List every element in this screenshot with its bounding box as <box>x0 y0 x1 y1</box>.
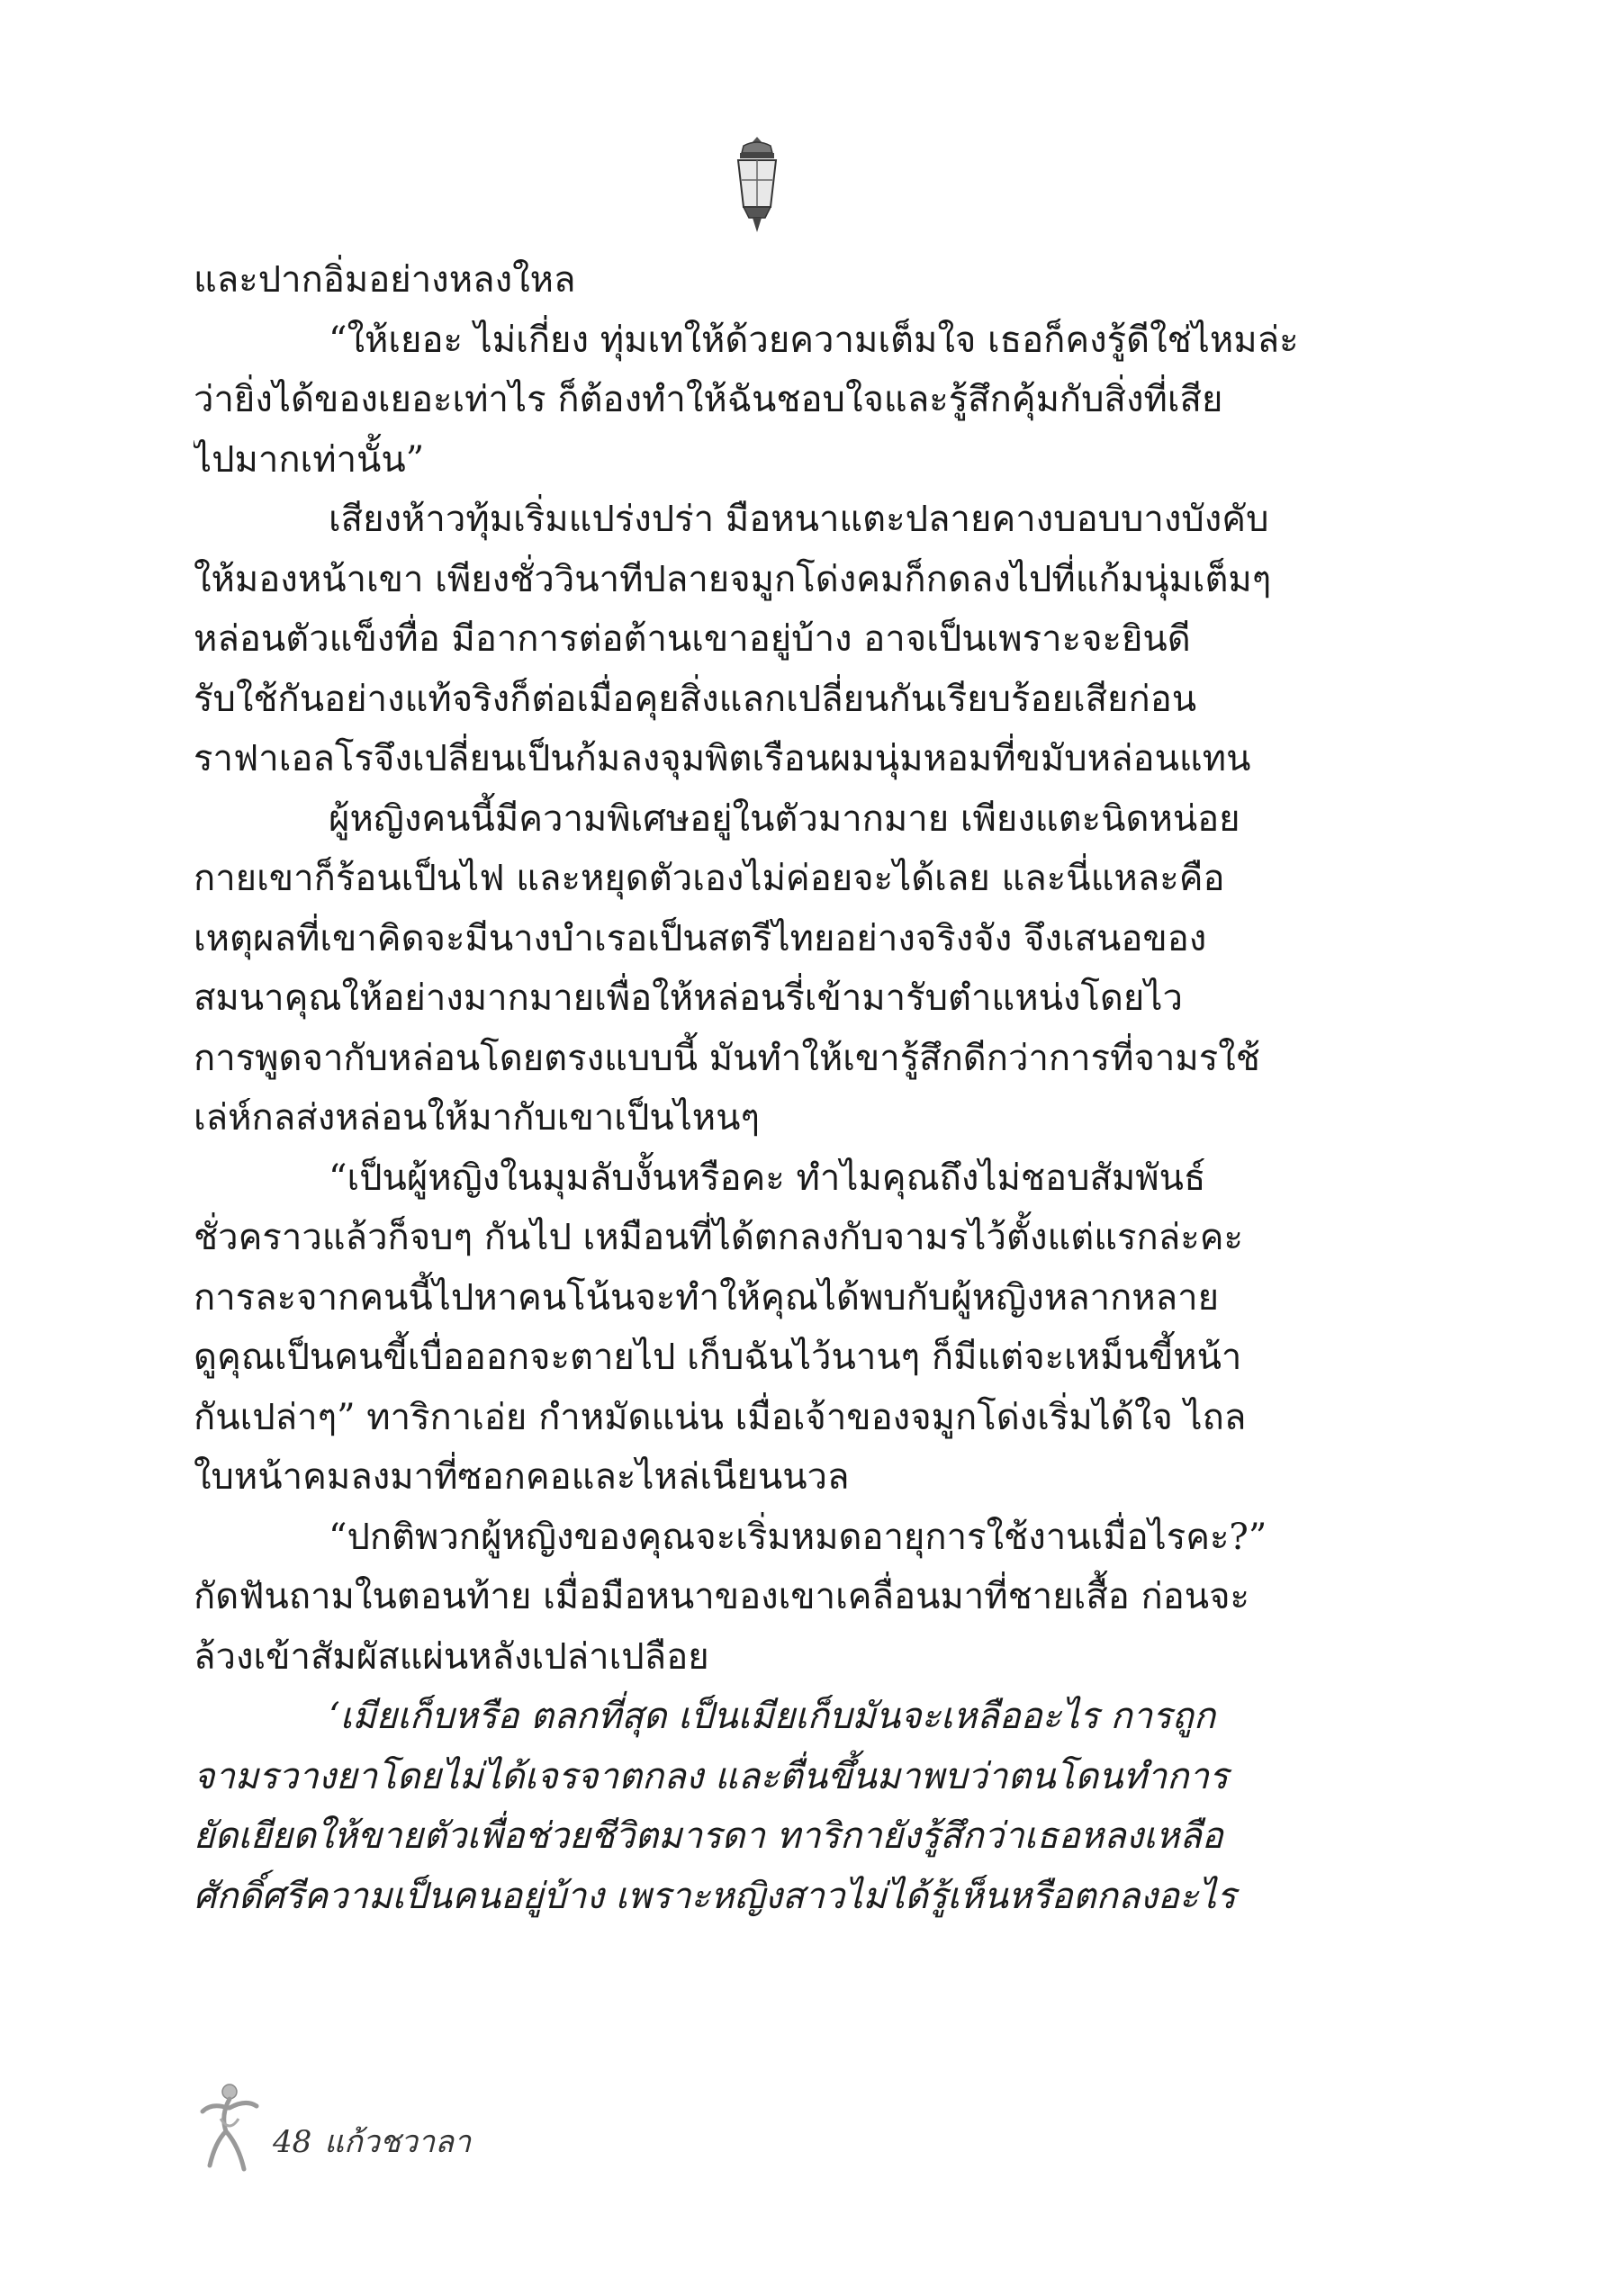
text-line: “ให้เยอะ ไม่เกี่ยง ทุ่มเทให้ด้วยความเต็มใจ เธอก็คงรู้ดีใช่ไหมล่ะ <box>329 319 1299 361</box>
book-title: แก้วชวาลา <box>324 2124 472 2160</box>
text-line: หล่อนตัวแข็งทื่อ มีอาการต่อต้านเขาอยู่บ้าง อาจเป็นเพราะจะยินดี <box>194 618 1191 660</box>
page-number: 48 <box>273 2124 312 2160</box>
text-line: รับใช้กันอย่างแท้จริงก็ต่อเมื่อคุยสิ่งแลกเปลี่ยนกันเรียบร้อยเสียก่อน <box>194 678 1197 720</box>
text-line: กายเขาก็ร้อนเป็นไฟ และหยุดตัวเองไม่ค่อยจะได้เลย และนี่แหละคือ <box>194 858 1225 899</box>
text-line: กัดฟันถามในตอนท้าย เมื่อมือหนาของเขาเคลื่อนมาที่ชายเสื้อ ก่อนจะ <box>194 1576 1249 1617</box>
text-line: ผู้หญิงคนนี้มีความพิเศษอยู่ในตัวมากมาย เพียงแตะนิดหน่อย <box>329 797 1240 840</box>
text-line: ‘เมียเก็บหรือ ตลกที่สุด เป็นเมียเก็บมันจะเหลืออะไร การถูก <box>329 1696 1216 1737</box>
dancer-figure-icon <box>194 2079 264 2176</box>
text-line: การละจากคนนี้ไปหาคนโน้นจะทำให้คุณได้พบกับผู้หญิงหลากหลาย <box>194 1276 1220 1319</box>
text-line: ใบหน้าคมลงมาที่ซอกคอและไหล่เนียนนวล <box>194 1456 850 1498</box>
text-line: “ปกติพวกผู้หญิงของคุณจะเริ่มหมดอายุการใช้งานเมื่อไรคะ?” <box>329 1516 1267 1558</box>
text-line: ศักดิ์ศรีความเป็นคนอยู่บ้าง เพราะหญิงสาวไม่ได้รู้เห็นหรือตกลงอะไร <box>194 1875 1237 1917</box>
text-line: การพูดจากับหล่อนโดยตรงแบบนี้ มันทำให้เขารู้สึกดีกว่าการที่จามรใช้ <box>194 1037 1260 1079</box>
text-line: ยัดเยียดให้ขายตัวเพื่อช่วยชีวิตมารดา ทาริกายังรู้สึกว่าเธอหลงเหลือ <box>194 1815 1223 1857</box>
text-line: ดูคุณเป็นคนขี้เบื่อออกจะตายไป เก็บฉันไว้นานๆ ก็มีแต่จะเหม็นขี้หน้า <box>194 1337 1242 1378</box>
text-line: ล้วงเข้าสัมผัสแผ่นหลังเปล่าเปลือย <box>194 1635 709 1678</box>
text-line: สมนาคุณให้อย่างมากมายเพื่อให้หล่อนรี่เข้ามารับตำแหน่งโดยไว <box>194 977 1183 1019</box>
text-line: เหตุผลที่เขาคิดจะมีนางบำเรอเป็นสตรีไทยอย่างจริงจัง จึงเสนอของ <box>194 917 1207 959</box>
lantern-ornament-icon <box>726 135 789 236</box>
text-line: จามรวางยาโดยไม่ได้เจรจาตกลง และตื่นขึ้นมาพบว่าตนโดนทำการ <box>194 1755 1229 1797</box>
text-line: ชั่วคราวแล้วก็จบๆ กันไป เหมือนที่ได้ตกลงกับจามรไว้ตั้งแต่แรกล่ะคะ <box>194 1217 1243 1258</box>
text-line: และปากอิ่มอย่างหลงใหล <box>194 259 576 301</box>
text-line: เสียงห้าวทุ้มเริ่มแปร่งปร่า มือหนาแตะปลายคางบอบบางบังคับ <box>329 499 1269 540</box>
text-line: ราฟาเอลโรจึงเปลี่ยนเป็นก้มลงจุมพิตเรือนผมนุ่มหอมที่ขมับหล่อนแทน <box>194 738 1251 779</box>
page-body <box>194 250 1328 1926</box>
text-line: ไปมากเท่านั้น” <box>194 438 425 481</box>
text-line: “เป็นผู้หญิงในมุมลับงั้นหรือคะ ทำไมคุณถึงไม่ชอบสัมพันธ์ <box>329 1157 1206 1199</box>
footer-text <box>273 2117 483 2165</box>
text-line: ว่ายิ่งได้ของเยอะเท่าไร ก็ต้องทำให้ฉันชอบใจและรู้สึกคุ้มกับสิ่งที่เสีย <box>194 379 1223 420</box>
text-line: กันเปล่าๆ” ทาริกาเอ่ย กำหมัดแน่น เมื่อเจ้าของจมูกโด่งเริ่มได้ใจ ไถล <box>194 1396 1247 1438</box>
page-footer <box>194 2079 554 2178</box>
text-line: ให้มองหน้าเขา เพียงชั่ววินาทีปลายจมูกโด่งคมก็กดลงไปที่แก้มนุ่มเต็มๆ <box>194 558 1272 600</box>
text-line: เล่ห์กลส่งหล่อนให้มากับเขาเป็นไหนๆ <box>194 1097 761 1139</box>
